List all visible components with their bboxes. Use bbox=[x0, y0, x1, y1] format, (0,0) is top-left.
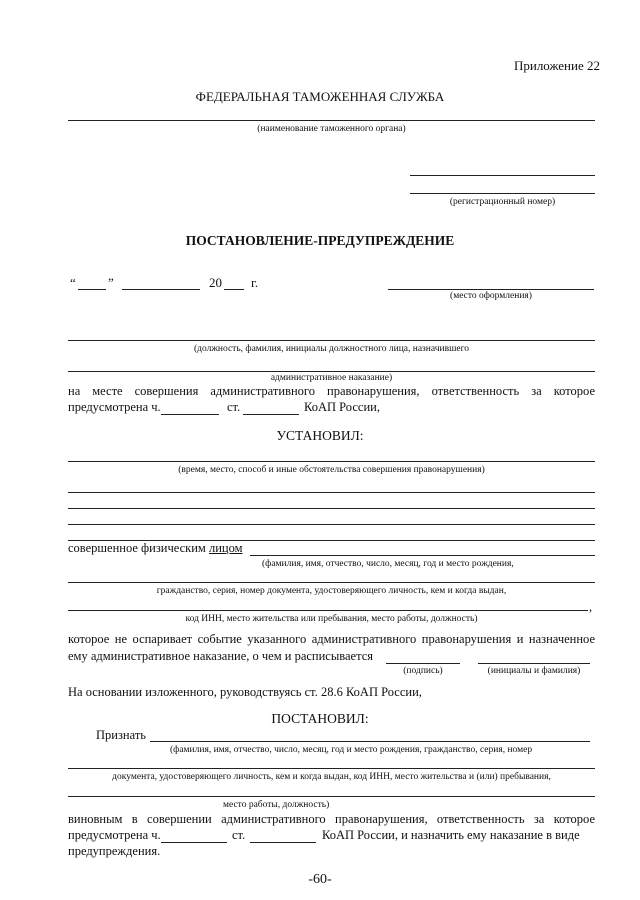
person-line-3 bbox=[68, 610, 588, 611]
circumstances-line-2 bbox=[68, 492, 595, 493]
para3-part-a: предусмотрена ч. bbox=[68, 828, 161, 842]
circumstances-line-3 bbox=[68, 508, 595, 509]
para3-part-line bbox=[161, 842, 227, 843]
para3-article-line bbox=[250, 842, 316, 843]
place-caption: (место оформления) bbox=[450, 291, 532, 301]
guilty-caption-1: (фамилия, имя, отчество, число, месяц, год и место рождения, гражданство, серия, номер bbox=[170, 745, 533, 755]
appendix-label: Приложение 22 bbox=[513, 58, 600, 73]
guilty-caption-2: документа, удостоверяющего личность, кем и когда выдан, код ИНН, место жительства и (или) пребывания, bbox=[112, 772, 551, 782]
para1-part-a: предусмотрена ч. bbox=[68, 400, 161, 414]
para3-part-b: ст. bbox=[232, 828, 246, 842]
date-year-prefix: 20 bbox=[209, 275, 222, 290]
date-year-line bbox=[224, 289, 244, 290]
guilty-caption-3: место работы, должность) bbox=[223, 800, 330, 810]
heading-ruled: ПОСТАНОВИЛ: bbox=[271, 711, 369, 726]
para1-part-line bbox=[161, 414, 219, 415]
date-month-line bbox=[122, 289, 200, 290]
committed-word: лицом bbox=[208, 541, 243, 555]
person-line-comma: , bbox=[589, 600, 593, 614]
official-line-1 bbox=[68, 340, 595, 341]
person-caption-2: гражданство, серия, номер документа, удостоверяющего личность, кем и когда выдан, bbox=[156, 586, 507, 596]
heading-established: УСТАНОВИЛ: bbox=[276, 428, 364, 443]
circumstances-line-1 bbox=[68, 461, 595, 462]
para1-part-b: ст. bbox=[227, 400, 241, 414]
initials-line bbox=[478, 663, 590, 664]
customs-body-line bbox=[68, 120, 595, 121]
person-line-2 bbox=[68, 582, 595, 583]
page-number: -60- bbox=[308, 872, 332, 887]
basis-text: На основании изложенного, руководствуясь ст. 28.6 КоАП России, bbox=[68, 685, 422, 699]
signature-line bbox=[386, 663, 460, 664]
official-caption-2: административное наказание) bbox=[270, 373, 393, 383]
reg-number-line-1 bbox=[410, 175, 595, 176]
agency-title: ФЕДЕРАЛЬНАЯ ТАМОЖЕННАЯ СЛУЖБА bbox=[195, 89, 445, 104]
official-line-2 bbox=[68, 371, 595, 372]
para3-part-c: КоАП России, и назначить ему наказание в виде bbox=[322, 828, 580, 842]
date-quote-close: ” bbox=[108, 275, 114, 290]
para1-line1: на месте совершения административного правонарушения, ответственность за которое bbox=[68, 384, 595, 398]
guilty-line-2 bbox=[68, 768, 595, 769]
guilty-line-1 bbox=[150, 741, 590, 742]
reg-number-caption: (регистрационный номер) bbox=[449, 197, 556, 207]
date-quote-open: “ bbox=[70, 275, 76, 290]
date-year-suffix: г. bbox=[251, 275, 259, 290]
place-line bbox=[388, 289, 594, 290]
document-title: ПОСТАНОВЛЕНИЕ-ПРЕДУПРЕЖДЕНИЕ bbox=[185, 233, 455, 248]
para3-line3: предупреждения. bbox=[68, 844, 161, 858]
person-caption-3: код ИНН, место жительства или пребывания, место работы, должность) bbox=[185, 614, 478, 624]
person-caption-1: (фамилия, имя, отчество, число, месяц, год и место рождения, bbox=[262, 559, 514, 569]
person-line-1 bbox=[250, 555, 595, 556]
para2-line1: которое не оспаривает событие указанного административного правонарушения и назначенное bbox=[68, 632, 595, 646]
official-caption-1: (должность, фамилия, инициалы должностного лица, назначившего bbox=[193, 344, 470, 354]
customs-body-caption: (наименование таможенного органа) bbox=[257, 124, 406, 134]
para2-line2: ему административное наказание, о чем и расписывается bbox=[68, 649, 373, 663]
signature-caption: (подпись) bbox=[403, 666, 443, 676]
date-day-line bbox=[78, 289, 106, 290]
committed-prefix: совершенное физическим bbox=[68, 541, 209, 555]
recognize-label: Признать bbox=[96, 728, 146, 742]
guilty-line-3 bbox=[68, 796, 595, 797]
circumstances-caption: (время, место, способ и иные обстоятельства совершения правонарушения) bbox=[178, 465, 485, 475]
circumstances-line-4 bbox=[68, 524, 595, 525]
para1-article-line bbox=[243, 414, 299, 415]
committed-by bbox=[68, 541, 243, 556]
para3-line1: виновным в совершении административного правонарушения, ответственность за которое bbox=[68, 812, 595, 826]
reg-number-line-2 bbox=[410, 193, 595, 194]
initials-caption: (инициалы и фамилия) bbox=[487, 666, 581, 676]
para1-part-c: КоАП России, bbox=[304, 400, 380, 414]
